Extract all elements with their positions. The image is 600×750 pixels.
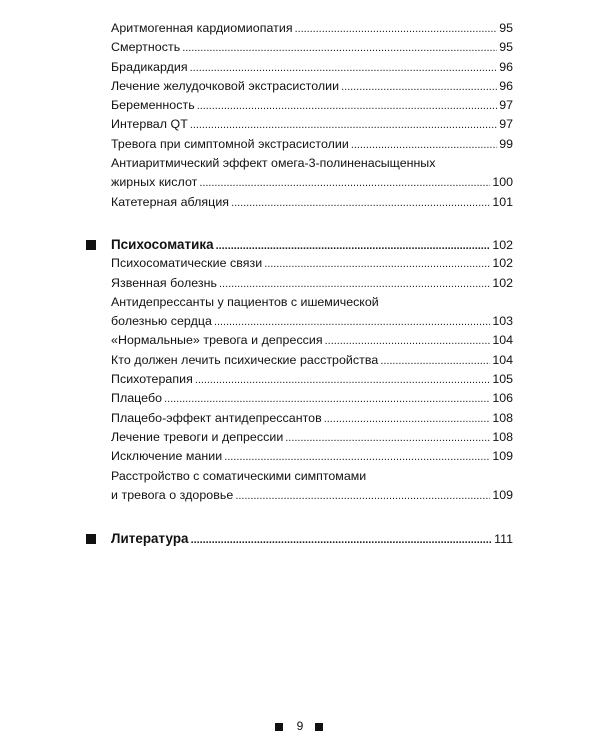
dot-leader — [295, 20, 498, 39]
toc-section-title: Психосоматика — [111, 236, 214, 252]
dot-leader — [197, 97, 497, 116]
toc-entry[interactable] — [0, 331, 600, 350]
toc-entry-page: 109 — [492, 487, 513, 502]
toc-entry-title: Кто должен лечить психические расстройства — [111, 352, 379, 367]
toc-entry-title: Психотерапия — [111, 372, 193, 387]
dot-leader — [190, 59, 498, 78]
toc-entry-title-line1: Расстройство с соматическими симптомами — [111, 468, 367, 483]
toc-entry-page: 99 — [499, 136, 513, 151]
toc-entry-title-line2: и тревога о здоровье — [111, 487, 234, 502]
dot-leader — [191, 531, 493, 550]
toc-section-page: 111 — [494, 532, 513, 547]
square-bullet-icon — [315, 723, 323, 731]
toc-entry-title: Плацебо — [111, 391, 163, 406]
toc-section-title: Литература — [111, 531, 189, 547]
dot-leader — [195, 371, 490, 390]
toc-entry-title: Смертность — [111, 40, 181, 55]
toc-entry[interactable] — [0, 351, 600, 370]
dot-leader — [351, 136, 497, 155]
toc-entry[interactable] — [0, 135, 600, 154]
toc-entry[interactable] — [0, 58, 600, 77]
dot-leader — [164, 390, 490, 409]
dot-leader — [324, 410, 491, 429]
dot-leader — [214, 313, 490, 332]
toc-section-psychosomatics[interactable] — [0, 235, 600, 254]
toc-entry-page: 96 — [499, 59, 513, 74]
table-of-contents — [0, 19, 600, 548]
toc-entry[interactable] — [0, 389, 600, 408]
dot-leader — [285, 429, 490, 448]
toc-entry-title-line1: Антиаритмический эффект омега-3-полиненасыщенных — [111, 156, 436, 171]
dot-leader — [224, 448, 490, 467]
toc-entry-title: Плацебо-эффект антидепрессантов — [111, 410, 322, 425]
dot-leader — [264, 255, 490, 274]
toc-entry-title: Психосоматические связи — [111, 256, 263, 271]
toc-entry-page: 96 — [499, 78, 513, 93]
toc-entry[interactable] — [0, 293, 600, 332]
square-bullet-icon — [275, 723, 283, 731]
toc-entry-page: 95 — [499, 21, 513, 35]
toc-entry-page: 106 — [492, 391, 513, 406]
toc-entry-page: 103 — [492, 314, 513, 329]
toc-entry-page: 101 — [492, 194, 513, 209]
toc-entry[interactable] — [0, 254, 600, 273]
toc-entry[interactable] — [0, 467, 600, 506]
toc-entry[interactable] — [0, 193, 600, 212]
toc-entry-title: Исключение мании — [111, 449, 223, 464]
dot-leader — [219, 275, 490, 294]
toc-entry-title-line2: болезнью сердца — [111, 314, 212, 329]
toc-entry-title: Лечение желудочковой экстрасистолии — [111, 78, 340, 93]
toc-entry[interactable] — [0, 447, 600, 466]
toc-entry-title-line2: жирных кислот — [111, 175, 198, 190]
toc-entry[interactable] — [0, 428, 600, 447]
square-bullet-icon — [86, 534, 96, 544]
toc-section-references[interactable] — [0, 529, 600, 548]
toc-entry[interactable] — [0, 77, 600, 96]
dot-leader — [190, 116, 497, 135]
toc-entry-page: 97 — [499, 117, 513, 132]
toc-entry-page: 108 — [492, 410, 513, 425]
toc-entry-title: Лечение тревоги и депрессии — [111, 429, 284, 444]
toc-entry[interactable] — [0, 274, 600, 293]
toc-entry-page: 108 — [492, 429, 513, 444]
dot-leader — [182, 39, 497, 58]
toc-entry[interactable] — [0, 115, 600, 134]
toc-entry-title: Беременность — [111, 98, 195, 113]
toc-entry-page: 102 — [492, 256, 513, 271]
toc-entry-title: Брадикардия — [111, 59, 188, 74]
dot-leader — [199, 174, 490, 193]
toc-entry-page: 97 — [499, 98, 513, 113]
dot-leader — [231, 194, 490, 213]
toc-entry-title: Язвенная болезнь — [111, 275, 218, 290]
toc-entry[interactable] — [0, 96, 600, 115]
toc-entry-page: 104 — [492, 352, 513, 367]
dot-leader — [380, 352, 490, 371]
toc-entry-title: «Нормальные» тревога и депрессия — [111, 333, 323, 348]
square-bullet-icon — [86, 240, 96, 250]
toc-entry[interactable] — [0, 409, 600, 428]
toc-entry-page: 95 — [499, 40, 513, 55]
toc-entry-title-line1: Антидепрессанты у пациентов с ишемической — [111, 294, 379, 309]
dot-leader — [325, 332, 491, 351]
dot-leader — [341, 78, 497, 97]
toc-entry-title: Аритмогенная кардиомиопатия — [111, 21, 293, 35]
toc-section-page: 102 — [492, 237, 513, 252]
toc-entry-page: 105 — [492, 372, 513, 387]
toc-entry-title: Катетерная абляция — [111, 194, 230, 209]
toc-entry-title: Интервал QT — [111, 117, 188, 132]
toc-entry-page: 109 — [492, 449, 513, 464]
toc-entry[interactable] — [0, 38, 600, 57]
toc-entry-page: 100 — [492, 175, 513, 190]
page-number: 9 — [296, 719, 304, 733]
toc-entry-title: Тревога при симптомной экстрасистолии — [111, 136, 349, 151]
dot-leader — [235, 487, 490, 506]
toc-entry[interactable] — [0, 19, 600, 38]
toc-entry[interactable] — [0, 154, 600, 193]
page-footer — [0, 717, 600, 737]
toc-entry-page: 104 — [492, 333, 513, 348]
toc-entry[interactable] — [0, 370, 600, 389]
toc-entry-page: 102 — [492, 275, 513, 290]
